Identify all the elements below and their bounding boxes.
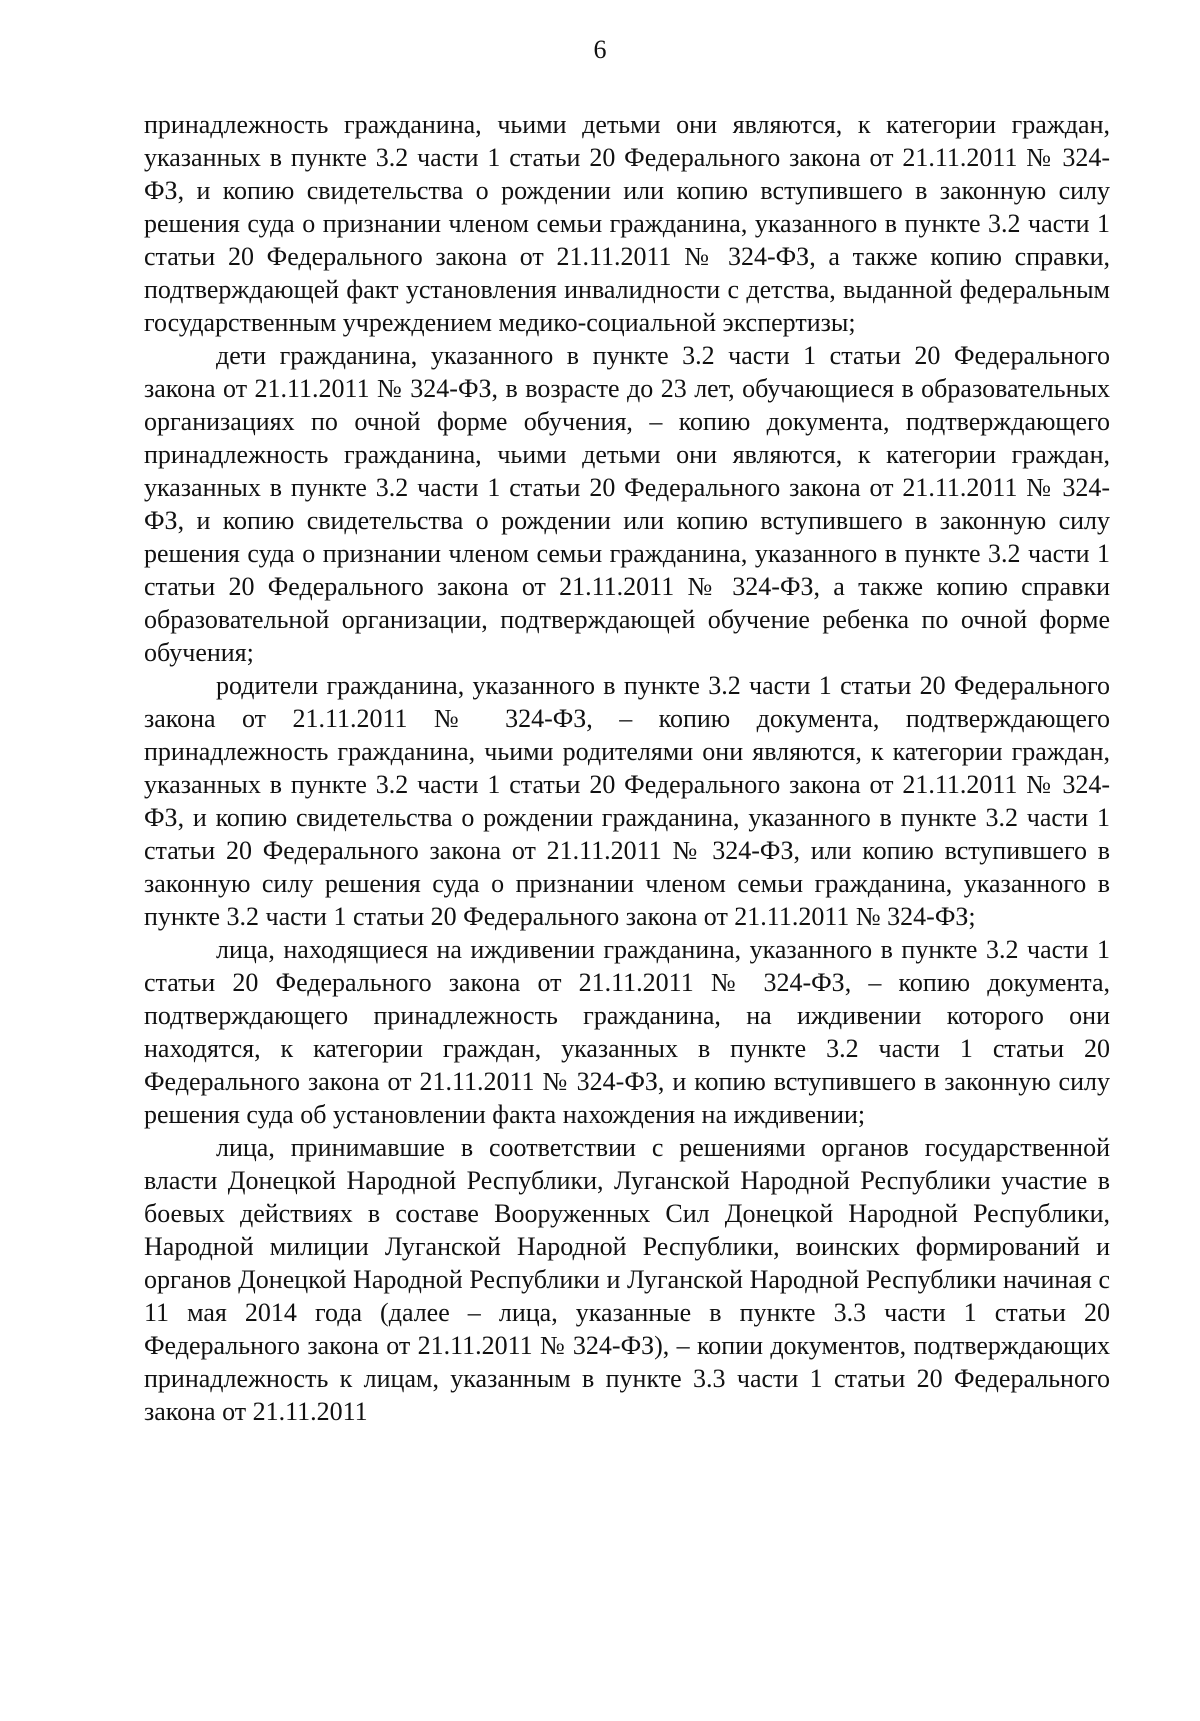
page-number: 6	[593, 35, 607, 64]
paragraph-children-students: дети гражданина, указанного в пункте 3.2 части 1 статьи 20 Федерального закона от 21.11.2011 № 324-ФЗ, в возрасте до 23 лет, обучающиеся в образовательных организациях по очной форме обучения, – копию документа, подтверждающего принадлежность гражданина, чьими детьми они являются, к категории граждан, указанных в пункте 3.2 части 1 статьи 20 Федерального закона от 21.11.2011 № 324-ФЗ, и копию свидетельства о рождении или копию вступившего в законную силу решения суда о признании членом семьи гражданина, указанного в пункте 3.2 части 1 статьи 20 Федерального закона от 21.11.2011 № 324-ФЗ, а также копию справки образовательной организации, подтверждающей обучение ребенка по очной форме обучения;	[144, 341, 1110, 667]
paragraph-parents: родители гражданина, указанного в пункте 3.2 части 1 статьи 20 Федерального закона от 21.11.2011 № 324-ФЗ, – копию документа, подтверждающего принадлежность гражданина, чьими родителями они являются, к категории граждан, указанных в пункте 3.2 части 1 статьи 20 Федерального закона от 21.11.2011 № 324-ФЗ, и копию свидетельства о рождении гражданина, указанного в пункте 3.2 части 1 статьи 20 Федерального закона от 21.11.2011 № 324-ФЗ, или копию вступившего в законную силу решения суда о признании членом семьи гражданина, указанного в пункте 3.2 части 1 статьи 20 Федерального закона от 21.11.2011 № 324-ФЗ;	[144, 671, 1110, 931]
paragraph-dependents: лица, находящиеся на иждивении гражданина, указанного в пункте 3.2 части 1 статьи 20 Федерального закона от 21.11.2011 № 324-ФЗ, – копию документа, подтверждающего принадлежность гражданина, на иждивении которого они находятся, к категории граждан, указанных в пункте 3.2 части 1 статьи 20 Федерального закона от 21.11.2011 № 324-ФЗ, и копию вступившего в законную силу решения суда об установлении факта нахождения на иждивении;	[144, 935, 1110, 1129]
paragraph-continuation: принадлежность гражданина, чьими детьми они являются, к категории граждан, указанных в пункте 3.2 части 1 статьи 20 Федерального закона от 21.11.2011 № 324-ФЗ, и копию свидетельства о рождении или копию вступившего в законную силу решения суда о признании членом семьи гражданина, указанного в пункте 3.2 части 1 статьи 20 Федерального закона от 21.11.2011 № 324-ФЗ, а также копию справки, подтверждающей факт установления инвалидности с детства, выданной федеральным государственным учреждением медико-социальной экспертизы;	[144, 110, 1110, 337]
document-body	[144, 108, 1110, 1428]
paragraph-combat-participants: лица, принимавшие в соответствии с решениями органов государственной власти Донецкой Народной Республики, Луганской Народной Республики участие в боевых действиях в составе Вооруженных Сил Донецкой Народной Республики, Народной милиции Луганской Народной Республики, воинских формирований и органов Донецкой Народной Республики и Луганской Народной Республики начиная с 11 мая 2014 года (далее – лица, указанные в пункте 3.3 части 1 статьи 20 Федерального закона от 21.11.2011 № 324-ФЗ), – копии документов, подтверждающих принадлежность к лицам, указанным в пункте 3.3 части 1 статьи 20 Федерального закона от 21.11.2011	[144, 1133, 1110, 1426]
